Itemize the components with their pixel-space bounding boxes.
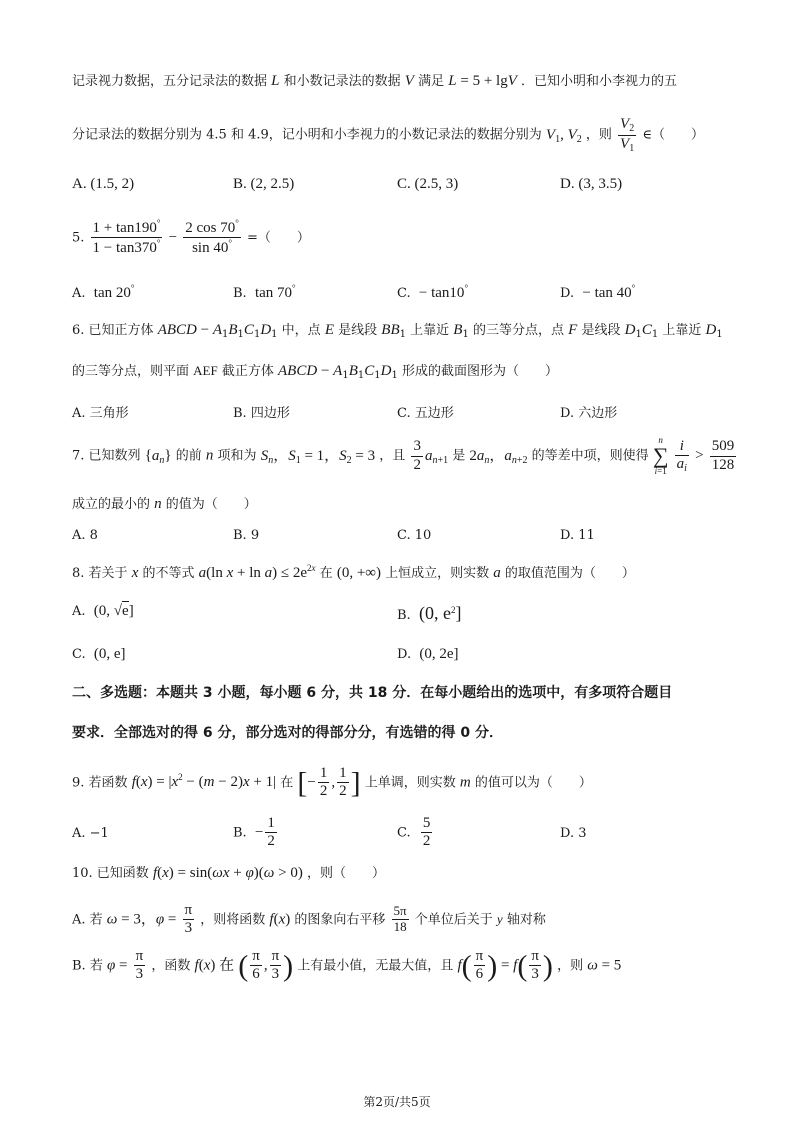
q5-fraction-1: $\frac{1 + \tan 190^\circ}{1 - \tan 370^\circ}$: [92, 218, 161, 257]
q10-text: 轴对称: [506, 912, 546, 928]
q4-text: ，则: [585, 127, 612, 143]
q7-text: 的前: [175, 448, 202, 464]
q7-text: ，且: [379, 448, 406, 464]
q4-text: 满足: [418, 74, 445, 89]
q8-text: 上恒成立，则实数: [385, 566, 490, 581]
section-instructions: 要求．全部选对的得 6 分，部分选对的得部分分，有选错的得 0 分．: [72, 725, 503, 741]
q8-text: 的取值范围为（ ）: [504, 566, 635, 581]
q4-text: 记录视力数据，五分记录法的数据: [72, 74, 268, 89]
q10-option-a: A. 若 ω = 3，φ = $\frac{\pi}{3}$ ，则将函数 f(x) 的图象向右平移 $\frac{5\pi}{18}$ 个单位后关于 y 轴对称: [72, 902, 546, 937]
q10-text: ，则（ ）: [307, 866, 386, 881]
q7-text: 的值为（ ）: [165, 497, 257, 512]
q4-option-a: A. (1.5, 2): [72, 176, 135, 192]
q7-option-d: D. 11: [560, 528, 595, 543]
page-footer: 第2页/共5页: [363, 1095, 431, 1109]
q10-text: 10. 已知函数: [72, 866, 149, 881]
ratio-fraction: $\frac{V_2}{V_1}$: [620, 116, 635, 154]
q4-text: ∈（ ）: [642, 127, 704, 143]
q7-summation: n ∑ i=1: [652, 435, 669, 476]
q6-text: 是线段: [338, 323, 378, 338]
q9-option-a: A. −1: [72, 826, 109, 841]
q6-text: 6. 已知正方体: [72, 323, 154, 338]
q5-number: 5.: [72, 230, 85, 246]
q10-text: 个单位后关于: [414, 912, 493, 928]
q8-text: 的不等式: [142, 566, 195, 581]
q10-text: ，则将函数: [200, 912, 266, 928]
q7-text: 7. 已知数列: [72, 448, 141, 464]
q8-option-d: D. (0, 2e]: [397, 646, 459, 662]
q9-text: 在: [280, 775, 294, 791]
section-heading-multiple-choice: 二、多选题：本题共 3 小题，每小题 6 分，共 18 分．在每小题给出的选项中，有多项符合题目: [72, 685, 673, 701]
q7-option-b: B. 9: [233, 528, 260, 543]
q7-text: 项和为: [217, 448, 257, 464]
q6-text: 形成的截面图形为（ ）: [402, 364, 559, 379]
q6-text: 的三等分点，点: [472, 323, 564, 338]
q4-option-b: B. (2, 2.5): [233, 176, 295, 192]
q9-option-b: B. − $\frac{1}{2}$: [233, 815, 275, 850]
q8-stem: 8. 若关于 x 的不等式 a(ln $x + \ln a) \le 2e^{2x}$ 在 (0, +∞) 上恒成立，则实数 a 的取值范围为（ ）: [72, 563, 635, 581]
q9-interval-left: $\frac{1}{2}$: [319, 765, 328, 800]
q6-text: 中，点: [281, 323, 321, 338]
q6-option-a: A. 三角形: [72, 406, 129, 421]
q9-text: 的值可以为（ ）: [474, 775, 592, 791]
q6-option-d: D. 六边形: [560, 406, 618, 421]
q5-option-a: A. tan 20°: [72, 283, 135, 301]
q4-line-2: 分记录法的数据分别为 4.5 和 4.9，记小明和小李视力的小数记录法的数据分别为 $V_1$, $V_2$ ，则 $\frac{V_2}{V_1}$ ∈（ ）: [72, 116, 704, 154]
q6-text: 上靠近: [662, 323, 702, 338]
q6-text: 是线段: [581, 323, 621, 338]
q10-option-b: B. 若 φ = $\frac{\pi}{3}$ ，函数 f(x) 在 ( $\frac{\pi}{6}$ , $\frac{\pi}{3}$ ) 上有最小值，无最大值，且 f( $\frac{\pi}{6}$ ) = f( $\frac{\pi}{3}$ ) ，则 ω = 5: [72, 948, 622, 983]
q5-option-c: C. − tan10°: [397, 283, 469, 301]
q7-option-c: C. 10: [397, 528, 432, 543]
q4-option-d: D. (3, 3.5): [560, 176, 623, 192]
q6-line-1: 6. 已知正方体 ABCD − $A_1B_1C_1D_1$ 中，点 E 是线段 $BB_1$ 上靠近 $B_1$ 的三等分点，点 F 是线段 $D_1C_1$ 上靠近 $D_1$: [72, 322, 723, 340]
q7-bound: $\frac{509}{128}$: [711, 438, 735, 473]
q4-text: 分记录法的数据分别为 4.5 和 4.9，记小明和小李视力的小数记录法的数据分别为: [72, 127, 542, 143]
q6-text: 截正方体: [221, 364, 274, 379]
q5-option-b: B. tan 70°: [233, 283, 296, 301]
q8-text: 8. 若关于: [72, 566, 128, 581]
q7-three-halves: $\frac{3}{2}$: [413, 438, 421, 473]
q10-text: ，则: [557, 958, 584, 974]
q8-text: 在: [319, 566, 333, 581]
q7-text: 成立的最小的: [72, 497, 151, 512]
q4-option-c: C. (2.5, 3): [397, 176, 459, 192]
q8-option-c: C. (0, e]: [72, 646, 126, 662]
q4-text: 和小数记录法的数据: [283, 74, 401, 89]
q7-sum-term: $\frac{i}{a_i}$: [676, 437, 687, 474]
q6-option-b: B. 四边形: [233, 406, 290, 421]
q10-text: 的图象向右平移: [294, 912, 386, 928]
q9-option-d: D. 3: [560, 826, 587, 841]
q6-text: 的三等分点，则平面: [72, 364, 190, 379]
q8-option-a: A. (0, √e]: [72, 603, 134, 619]
q5-text: =（ ）: [246, 230, 310, 246]
q9-stem: 9. 若函数 $f(x) = |x^2 - (m - 2)x + 1|$ 在 [− $\frac{1}{2}$ , $\frac{1}{2}$ ] 上单调，则实数 m 的值可以为（ ）: [72, 765, 592, 800]
q7-stem: 7. 已知数列 $\{a_n\}$ 的前 n 项和为 $S_n$，$S_1 = 1$，$S_2 = 3$ ，且 $\frac{3}{2}$ $a_{n+1}$ 是 $2a_n$，$a_{n+2}$ 的等差中项，则使得 n ∑ i=1 $\frac{i}{a_i}$ > $\frac{509}{128}$: [72, 435, 735, 476]
q9-text: 上单调，则实数: [364, 775, 456, 791]
q10-text: ，函数: [151, 958, 191, 974]
q7-option-a: A. 8: [72, 528, 98, 543]
q9-text: 9. 若函数: [72, 775, 128, 791]
q4-line-1: 记录视力数据，五分记录法的数据 L 和小数记录法的数据 V 满足 L = 5 + lgV ．已知小明和小李视力的五: [72, 73, 678, 89]
q10-text: A. 若: [72, 912, 103, 928]
q6-option-c: C. 五边形: [397, 406, 454, 421]
q4-text: ．已知小明和小李视力的五: [521, 74, 678, 89]
q6-text: 上靠近: [410, 323, 450, 338]
q5-stem: 5. $\frac{1 + \tan 190^\circ}{1 - \tan 370^\circ}$ − $\frac{2 \cos 70^\circ}{\sin 40^\circ}$ =（ ）: [72, 218, 310, 257]
q9-interval-right: $\frac{1}{2}$: [339, 765, 347, 800]
q10-stem: 10. 已知函数 f(x) = sin(ωx + φ)(ω > 0) ，则（ ）: [72, 865, 386, 881]
q7-text: 是: [452, 448, 466, 464]
q10-text: B. 若: [72, 958, 103, 974]
q5-option-d: D. − tan 40°: [560, 283, 636, 301]
q7-line-2: 成立的最小的 n 的值为（ ）: [72, 496, 257, 512]
q7-text: 的等差中项，则使得: [531, 448, 649, 464]
q9-option-c: C. $\frac{5}{2}$: [397, 815, 431, 850]
q5-fraction-2: $\frac{2 \cos 70^\circ}{\sin 40^\circ}$: [185, 218, 239, 257]
q10-text: 上有最小值，无最大值，且: [297, 958, 454, 974]
q8-option-b: B. (0, $e^2$]: [397, 603, 462, 623]
q6-line-2: 的三等分点，则平面 AEF 截正方体 ABCD − $A_1B_1C_1D_1$ 形成的截面图形为（ ）: [72, 363, 559, 381]
